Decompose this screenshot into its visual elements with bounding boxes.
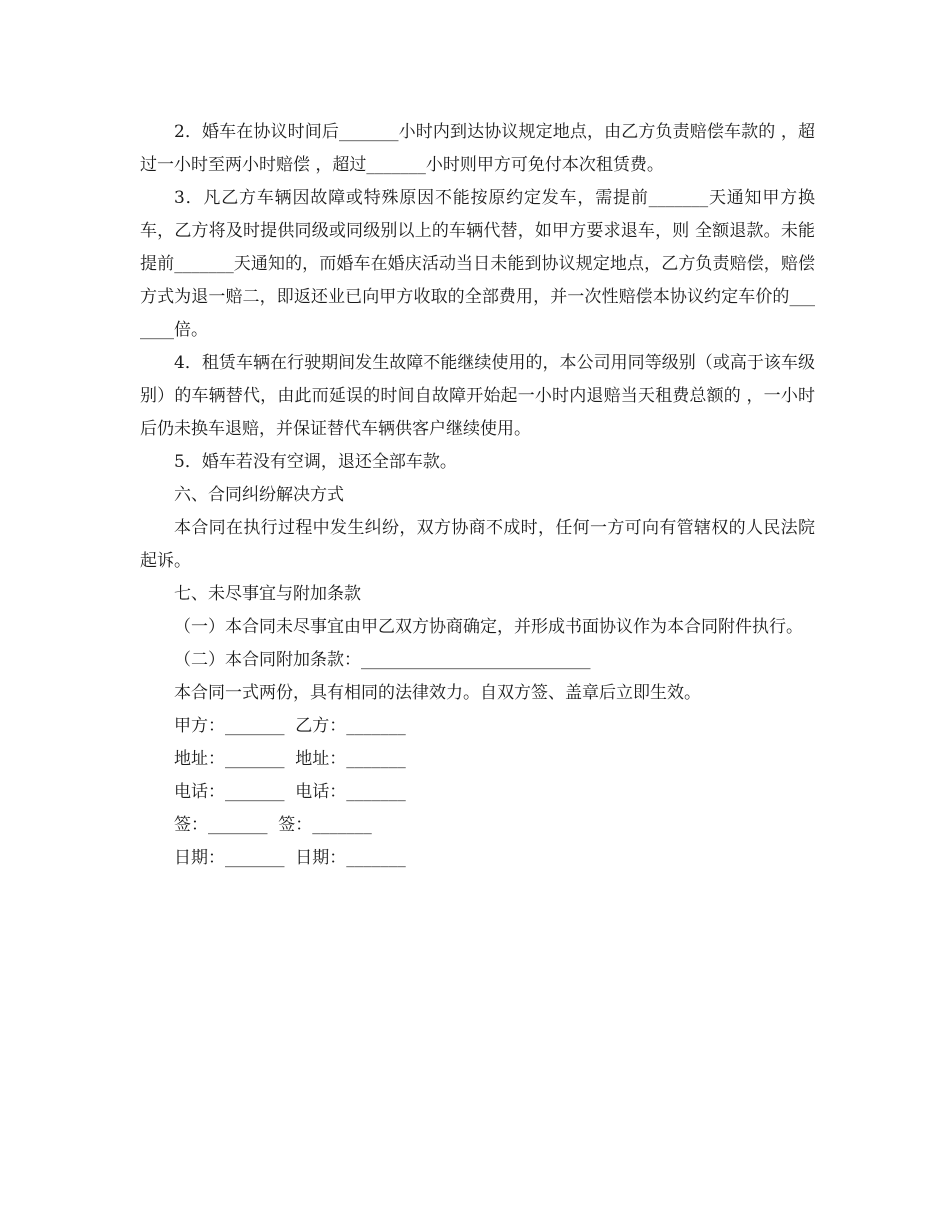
signature-date: 日期：_______ 日期：_______ bbox=[174, 848, 406, 868]
section-6-body: 本合同在执行过程中发生纠纷，双方协商不成时，任何一方可向有管辖权的人民法院起诉。 bbox=[140, 518, 815, 571]
section-7-heading: 七、未尽事宜与附加条款 bbox=[174, 584, 361, 604]
clause-4: 4．租赁车辆在行驶期间发生故障不能继续使用的，本公司用同等级别（或高于该车级别）的车辆替代，由此而延误的时间自故障开始起一小时内退赔当天租费总额的 ，一小时后仍未换车退赔，并保证替代车辆供客户继续使用。 bbox=[140, 353, 815, 439]
signature-party: 甲方：_______ 乙方：_______ bbox=[174, 716, 406, 736]
clause-5: 5．婚车若没有空调，退还全部车款。 bbox=[174, 452, 457, 472]
section-6-heading: 六、合同纠纷解决方式 bbox=[174, 485, 344, 505]
section-7-item-1: （一）本合同未尽事宜由甲乙双方协商确定，并形成书面协议作为本合同附件执行。 bbox=[174, 617, 803, 637]
clause-2: 2．婚车在协议时间后_______小时内到达协议规定地点，由乙方负责赔偿车款的 ，超过一小时至两小时赔偿 ，超过_______小时则甲方可免付本次租赁费。 bbox=[140, 122, 815, 175]
clause-3: 3．凡乙方车辆因故障或特殊原因不能按原约定发车，需提前_______天通知甲方换车，乙方将及时提供同级或同级别以上的车辆代替，如甲方要求退车，则 全额退款。未能提前_______天通知的，而婚车在婚庆活动当日未能到协议规定地点，乙方负责赔偿，赔偿方式为退一赔二，即返还业已向甲方收取的全部费用，并一次性赔偿本协议约定车价的_______倍。 bbox=[140, 188, 815, 340]
signature-phone: 电话：_______ 电话：_______ bbox=[174, 782, 406, 802]
signature-sign: 签：_______ 签：_______ bbox=[174, 815, 372, 835]
section-7-item-2: （二）本合同附加条款：___________________________ bbox=[174, 650, 591, 670]
contract-page bbox=[140, 116, 815, 875]
closing-statement: 本合同一式两份，具有相同的法律效力。自双方签、盖章后立即生效。 bbox=[174, 683, 701, 703]
signature-address: 地址：_______ 地址：_______ bbox=[174, 749, 406, 769]
